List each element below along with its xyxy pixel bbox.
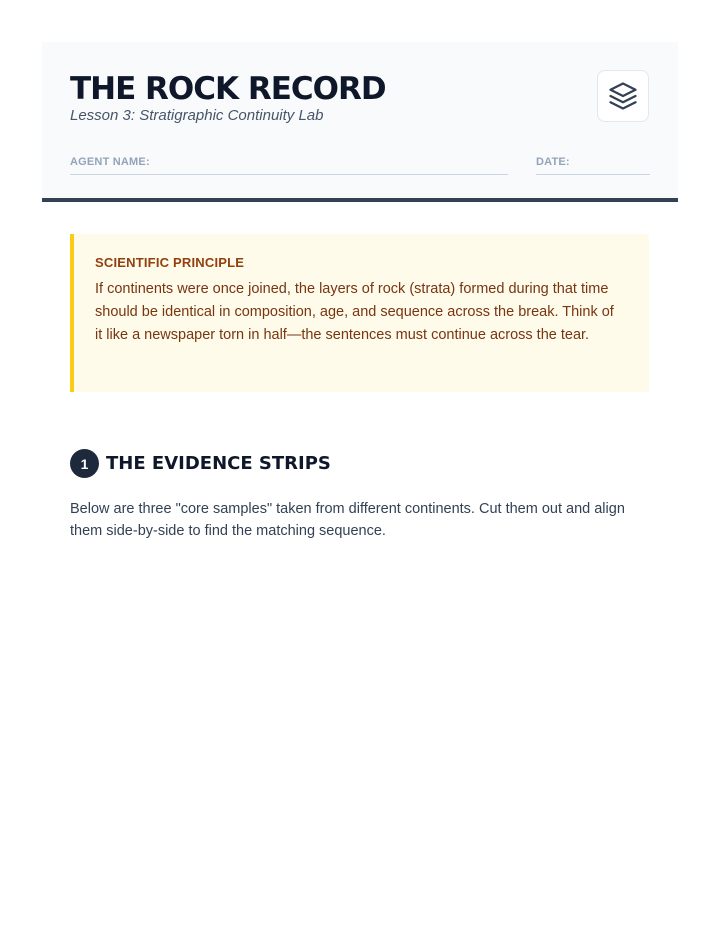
page-subtitle: Lesson 3: Stratigraphic Continuity Lab: [70, 107, 324, 124]
worksheet-header: [42, 42, 678, 202]
logo-badge: [597, 70, 649, 122]
layers-icon: [608, 81, 638, 111]
principle-title: SCIENTIFIC PRINCIPLE: [95, 255, 245, 270]
section-instructions: Below are three "core samples" taken from different continents. Cut them out and align them side-by-side to find the matching sequence.: [70, 501, 625, 539]
agent-name-label: AGENT NAME:: [70, 156, 150, 168]
section-number-badge: 1: [70, 449, 99, 478]
agent-name-field[interactable]: [70, 152, 508, 175]
date-label: DATE:: [536, 156, 570, 168]
scientific-principle-callout: [70, 234, 649, 392]
page-title: THE ROCK RECORD: [70, 71, 386, 107]
section-heading: [70, 449, 331, 478]
principle-text: If continents were once joined, the layers of rock (strata) formed during that time should be identical in composition, age, and sequence across the break. Think of it like a newspaper torn in half—the sentences must continue across the tear.: [95, 281, 614, 343]
date-field[interactable]: [536, 152, 650, 175]
section-title: THE EVIDENCE STRIPS: [106, 453, 331, 474]
